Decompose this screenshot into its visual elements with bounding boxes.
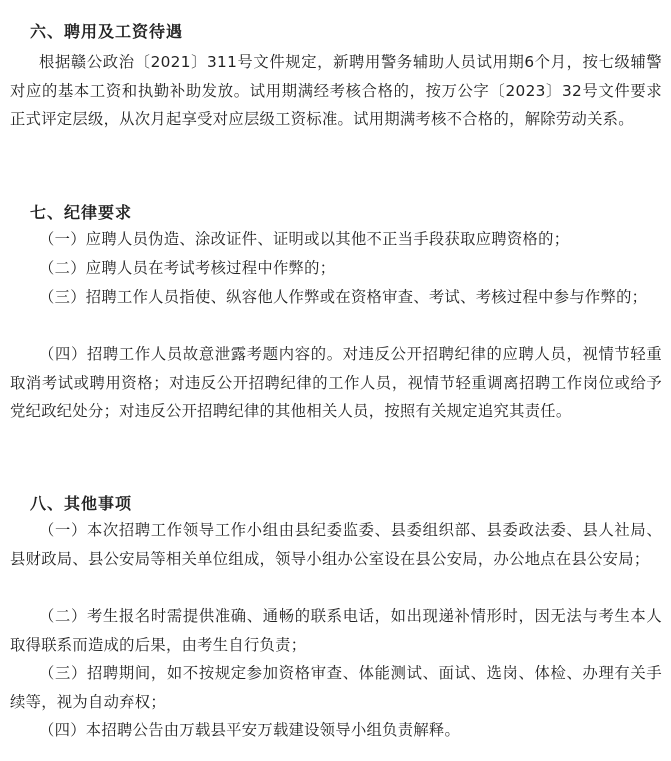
section-8-title: 八、其他事项: [30, 494, 133, 513]
section-7-item-3: （三）招聘工作人员指使、纵容他人作弊或在资格审查、考试、考核过程中参与作弊的；: [39, 288, 648, 306]
section-6-paragraph: 根据赣公政治〔2021〕311号文件规定，新聘用警务辅助人员试用期6个月，按七级辅警对应的基本工资和执勤补助发放。试用期满经考核合格的，按万公字〔2023〕32号文件要求正式评定层级，从次月起享受对应层级工资标准。试用期满考核不合格的，解除劳动关系。: [10, 53, 662, 128]
section-8-item-4: （四）本招聘公告由万载县平安万载建设领导小组负责解释。: [39, 721, 461, 739]
section-7-item-2: （二）应聘人员在考试考核过程中作弊的；: [39, 259, 336, 277]
section-7-item-4: （四）招聘工作人员故意泄露考题内容的。对违反公开招聘纪律的应聘人员，视情节轻重取消考试或聘用资格；对违反公开招聘纪律的工作人员，视情节轻重调离招聘工作岗位或给予党纪政纪处分；对违反公开招聘纪律的其他相关人员，按照有关规定追究其责任。: [10, 345, 662, 420]
section-7-title: 七、纪律要求: [30, 203, 133, 222]
section-8-item-1: （一）本次招聘工作领导工作小组由县纪委监委、县委组织部、县委政法委、县人社局、县财政局、县公安局等相关单位组成，领导小组办公室设在县公安局，办公地点在县公安局；: [10, 521, 662, 568]
section-6-title: 六、聘用及工资待遇: [30, 22, 184, 41]
section-8-item-3: （三）招聘期间，如不按规定参加资格审查、体能测试、面试、选岗、体检、办理有关手续等，视为自动弃权；: [10, 664, 662, 711]
section-7-item-1: （一）应聘人员伪造、涂改证件、证明或以其他不正当手段获取应聘资格的；: [39, 230, 570, 248]
section-8-item-2: （二）考生报名时需提供准确、通畅的联系电话，如出现递补情形时，因无法与考生本人取得联系而造成的后果，由考生自行负责；: [10, 607, 662, 654]
